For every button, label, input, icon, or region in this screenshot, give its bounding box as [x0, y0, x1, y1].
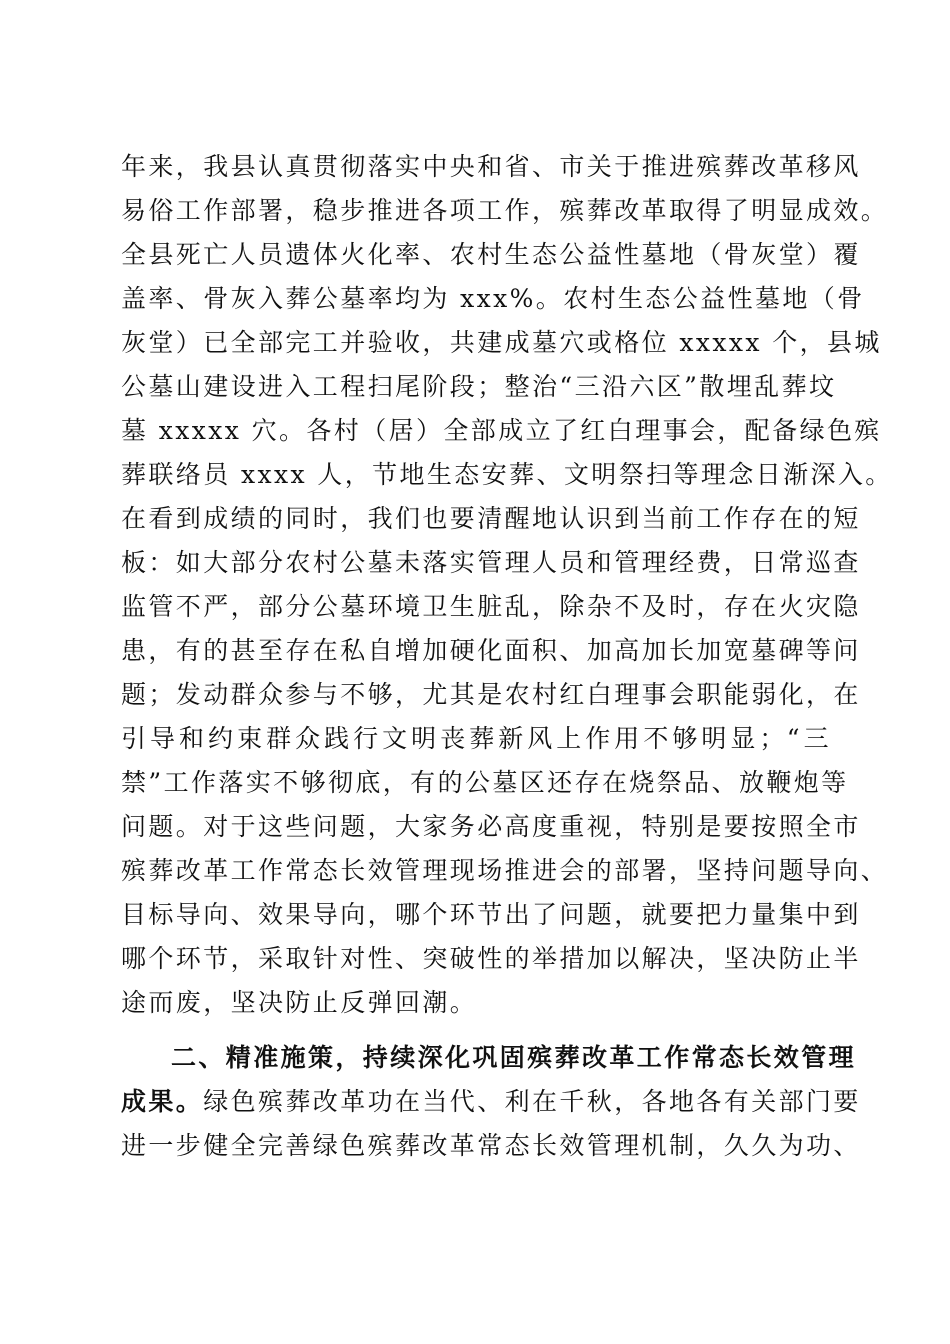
paragraph-line: 禁”工作落实不够彻底，有的公墓区还存在烧祭品、放鞭炮等 [121, 768, 849, 797]
paragraph-line: 殡葬改革工作常态长效管理现场推进会的部署，坚持问题导向、 [121, 856, 889, 885]
paragraph-line: 问题。对于这些问题，大家务必高度重视，特别是要按照全市 [121, 812, 861, 841]
paragraph-line: 板：如大部分农村公墓未落实管理人员和管理经费，日常巡查 [121, 548, 861, 577]
paragraph-line: 公墓山建设进入工程扫尾阶段；整治“三沿六区”散埋乱葬坟 [121, 372, 837, 401]
paragraph-line: 目标导向、效果导向，哪个环节出了问题，就要把力量集中到 [121, 900, 861, 929]
paragraph-line: 进一步健全完善绿色殡葬改革常态长效管理机制，久久为功、 [121, 1131, 861, 1160]
paragraph-line: 题；发动群众参与不够，尤其是农村红白理事会职能弱化，在 [121, 680, 861, 709]
paragraph-line: 哪个环节，采取针对性、突破性的举措加以解决，坚决防止半 [121, 944, 861, 973]
paragraph-line: 在看到成绩的同时，我们也要清醒地认识到当前工作存在的短 [121, 504, 861, 533]
paragraph-line: 葬联络员 xxxx 人，节地生态安葬、文明祭扫等理念日渐深入。 [121, 460, 893, 489]
paragraph-line: 全县死亡人员遗体火化率、农村生态公益性墓地（骨灰堂）覆 [121, 240, 861, 269]
paragraph-line: 患，有的甚至存在私自增加硬化面积、加高加长加宽墓碑等问 [121, 636, 861, 665]
paragraph-line: 引导和约束群众践行文明丧葬新风上作用不够明显；“三 [121, 724, 831, 753]
section-heading: 二、精准施策，持续深化巩固殡葬改革工作常态长效管理 [171, 1043, 857, 1072]
section-heading-end: 成果。 [121, 1087, 204, 1116]
paragraph-line: 监管不严，部分公墓环境卫生脏乱，除杂不及时，存在火灾隐 [121, 592, 861, 621]
paragraph-line: 途而废，坚决防止反弹回潮。 [121, 988, 478, 1017]
paragraph-line: 墓 xxxxx 穴。各村（居）全部成立了红白理事会，配备绿色殡 [121, 416, 882, 445]
paragraph-text: 绿色殡葬改革功在当代、利在千秋，各地各有关部门要 [203, 1087, 861, 1116]
paragraph-line: 易俗工作部署，稳步推进各项工作，殡葬改革取得了明显成效。 [121, 196, 889, 225]
section-heading-continuation [121, 1080, 861, 1124]
paragraph-line: 灰堂）已全部完工并验收，共建成墓穴或格位 xxxxx 个，县城 [121, 328, 882, 357]
paragraph-line: 盖率、骨灰入葬公墓率均为 xxx%。农村生态公益性墓地（骨 [121, 284, 865, 313]
paragraph-line: 年来，我县认真贯彻落实中央和省、市关于推进殡葬改革移风 [121, 152, 861, 181]
